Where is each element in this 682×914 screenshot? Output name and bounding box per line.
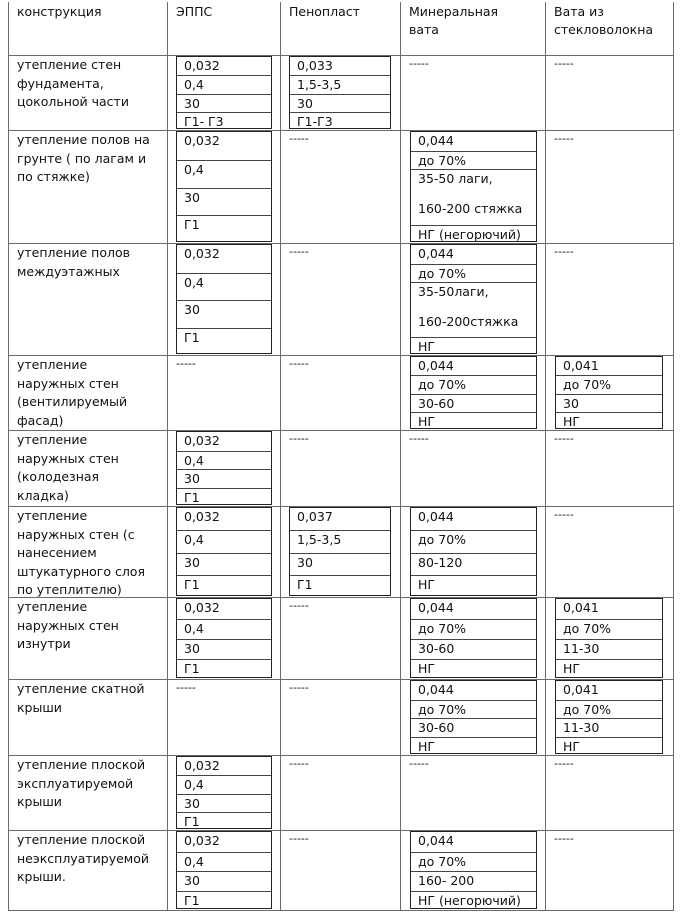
thickness-value: 30 xyxy=(556,394,662,412)
empty-dash: ----- xyxy=(289,245,309,258)
flammability-class-value: НГ xyxy=(556,412,662,430)
thickness-value: 30-60 xyxy=(411,394,536,412)
row-label: утепление наружных стен (с нанесением штукатурного слоя по утеплителю) xyxy=(17,508,145,597)
thermal-conductivity-value: 0,044 xyxy=(418,600,454,615)
thickness-value: 30-60 xyxy=(411,718,536,737)
empty-dash: ----- xyxy=(176,681,196,694)
vapor-permeability-value: 0,4 xyxy=(177,451,271,470)
thermal-conductivity-value: 0,044 xyxy=(418,133,454,148)
vapor-permeability-value: до 70% xyxy=(556,700,662,719)
empty-dash: ----- xyxy=(289,757,309,770)
vapor-permeability-value: 0,4 xyxy=(177,852,271,872)
flammability-class-value: Г1-Г3 xyxy=(290,112,390,130)
properties-box xyxy=(176,244,272,354)
vapor-permeability-value: до 70% xyxy=(411,264,536,283)
thickness-value: 30 xyxy=(177,188,271,216)
column-border xyxy=(280,2,281,910)
flammability-class-value: Г1 xyxy=(177,891,271,911)
flammability-class-value: Г1 xyxy=(177,659,271,679)
empty-dash: ----- xyxy=(554,432,574,445)
thermal-conductivity-value: 0,044 xyxy=(418,509,454,524)
thickness-value: 30 xyxy=(177,794,271,812)
thickness-value: 30 xyxy=(177,300,271,328)
vapor-permeability-value: до 70% xyxy=(411,700,536,719)
flammability-class-value: НГ xyxy=(411,337,536,356)
properties-box xyxy=(176,598,272,678)
column-border xyxy=(400,2,401,910)
thermal-conductivity-value: 0,033 xyxy=(297,58,333,73)
vapor-permeability-value: 0,4 xyxy=(177,619,271,639)
flammability-class-value: НГ xyxy=(411,737,536,756)
thermal-conductivity-value: 0,032 xyxy=(184,246,220,261)
flammability-class-value: НГ xyxy=(411,575,536,597)
header-epps: ЭППС xyxy=(176,4,213,19)
row-border xyxy=(8,910,674,911)
thickness-value: 30 xyxy=(290,94,390,112)
header-mineral-wool: Минеральная вата xyxy=(409,4,499,37)
empty-dash: ----- xyxy=(409,432,429,445)
header-penoplast: Пенопласт xyxy=(289,4,360,19)
properties-box xyxy=(410,598,537,678)
thermal-conductivity-value: 0,041 xyxy=(563,600,599,615)
empty-dash: ----- xyxy=(409,57,429,70)
vapor-permeability-value: до 70% xyxy=(556,619,662,639)
row-label: утепление наружных стен (вентилируемый фасад) xyxy=(17,357,128,428)
properties-box xyxy=(289,507,391,596)
properties-box xyxy=(176,831,272,909)
flammability-class-value: Г1 xyxy=(177,328,271,356)
empty-dash: ----- xyxy=(554,757,574,770)
thickness-value: 30 xyxy=(177,94,271,112)
thickness-value: 11-30 xyxy=(556,718,662,737)
thermal-conductivity-value: 0,044 xyxy=(418,358,454,373)
properties-box xyxy=(410,507,537,596)
flammability-class-value: НГ xyxy=(556,737,662,756)
properties-box xyxy=(555,598,663,678)
thickness-value: 30-60 xyxy=(411,639,536,659)
vapor-permeability-value: до 70% xyxy=(556,375,662,393)
flammability-class-value: Г1 xyxy=(177,575,271,597)
flammability-class-value: НГ xyxy=(411,659,536,679)
thermal-conductivity-value: 0,032 xyxy=(184,600,220,615)
thickness-value: 30 xyxy=(177,469,271,488)
thermal-conductivity-value: 0,041 xyxy=(563,682,599,697)
row-label: утепление наружных стен (колодезная кладка) xyxy=(17,432,119,503)
empty-dash: ----- xyxy=(289,132,309,145)
thermal-conductivity-value: 0,032 xyxy=(184,133,220,148)
column-border xyxy=(673,2,674,910)
thermal-conductivity-value: 0,044 xyxy=(418,246,454,261)
column-border xyxy=(8,2,9,910)
row-label: утепление плоской эксплуатируемой крыши xyxy=(17,757,146,809)
thermal-conductivity-value: 0,032 xyxy=(184,433,220,448)
properties-box xyxy=(289,56,391,129)
properties-box xyxy=(176,431,272,505)
vapor-permeability-value: 0,4 xyxy=(177,160,271,188)
thermal-conductivity-value: 0,032 xyxy=(184,758,220,773)
vapor-permeability-value: до 70% xyxy=(411,375,536,393)
thermal-conductivity-value: 0,037 xyxy=(297,509,333,524)
flammability-class-value: Г1 xyxy=(177,488,271,507)
flammability-class-value: Г1 xyxy=(177,215,271,243)
flammability-class-value: Г1 xyxy=(177,812,271,830)
empty-dash: ----- xyxy=(409,757,429,770)
properties-box xyxy=(555,680,663,754)
thermal-conductivity-value: 0,032 xyxy=(184,58,220,73)
properties-box xyxy=(410,356,537,429)
properties-box xyxy=(176,507,272,596)
properties-box xyxy=(176,131,272,242)
empty-dash: ----- xyxy=(554,508,574,521)
column-border xyxy=(545,2,546,910)
properties-box xyxy=(176,56,272,129)
flammability-class-value: НГ (негорючий) xyxy=(411,891,536,911)
vapor-permeability-value: 1,5-3,5 xyxy=(290,75,390,93)
vapor-permeability-value: до 70% xyxy=(411,151,536,170)
empty-dash: ----- xyxy=(289,681,309,694)
flammability-class-value: НГ (негорючий) xyxy=(411,225,536,244)
vapor-permeability-value: 0,4 xyxy=(177,530,271,552)
flammability-class-value: Г1- Г3 xyxy=(177,112,271,130)
properties-box xyxy=(410,244,537,354)
vapor-permeability-value: 1,5-3,5 xyxy=(290,530,390,552)
thickness-value: 35-50лаги, 160-200стяжка xyxy=(411,282,536,337)
properties-box xyxy=(176,756,272,829)
thermal-conductivity-value: 0,044 xyxy=(418,682,454,697)
empty-dash: ----- xyxy=(176,357,196,370)
thermal-conductivity-value: 0,041 xyxy=(563,358,599,373)
empty-dash: ----- xyxy=(554,132,574,145)
empty-dash: ----- xyxy=(289,599,309,612)
properties-box xyxy=(410,131,537,242)
thickness-value: 30 xyxy=(177,871,271,891)
properties-box xyxy=(555,356,663,429)
vapor-permeability-value: 0,4 xyxy=(177,273,271,301)
empty-dash: ----- xyxy=(289,832,309,845)
vapor-permeability-value: до 70% xyxy=(411,852,536,872)
empty-dash: ----- xyxy=(289,432,309,445)
thickness-value: 11-30 xyxy=(556,639,662,659)
thickness-value: 80-120 xyxy=(411,553,536,575)
thickness-value: 35-50 лаги, 160-200 стяжка xyxy=(411,169,536,225)
vapor-permeability-value: до 70% xyxy=(411,619,536,639)
vapor-permeability-value: 0,4 xyxy=(177,75,271,93)
header-construction: конструкция xyxy=(17,4,102,19)
row-label: утепление полов на грунте ( по лагам и по стяжке) xyxy=(17,132,150,184)
row-label: утепление наружных стен изнутри xyxy=(17,599,119,651)
thermal-conductivity-value: 0,032 xyxy=(184,833,220,848)
flammability-class-value: Г1 xyxy=(290,575,390,597)
empty-dash: ----- xyxy=(554,57,574,70)
empty-dash: ----- xyxy=(554,832,574,845)
thermal-conductivity-value: 0,032 xyxy=(184,509,220,524)
thermal-conductivity-value: 0,044 xyxy=(418,833,454,848)
column-border xyxy=(167,2,168,910)
properties-box xyxy=(410,831,537,909)
row-label: утепление полов междуэтажных xyxy=(17,245,131,279)
vapor-permeability-value: до 70% xyxy=(411,530,536,552)
row-label: утепление скатной крыши xyxy=(17,681,145,715)
empty-dash: ----- xyxy=(289,357,309,370)
thickness-value: 30 xyxy=(177,639,271,659)
flammability-class-value: НГ xyxy=(411,412,536,430)
flammability-class-value: НГ xyxy=(556,659,662,679)
thickness-value: 160- 200 xyxy=(411,871,536,891)
thickness-value: 30 xyxy=(177,553,271,575)
empty-dash: ----- xyxy=(554,245,574,258)
thickness-value: 30 xyxy=(290,553,390,575)
row-label: утепление плоской неэксплуатируемой крыши. xyxy=(17,832,149,884)
header-glass-wool: Вата из стекловолокна xyxy=(554,4,654,37)
properties-box xyxy=(410,680,537,754)
vapor-permeability-value: 0,4 xyxy=(177,775,271,793)
row-label: утепление стен фундамента, цокольной части xyxy=(17,57,129,109)
